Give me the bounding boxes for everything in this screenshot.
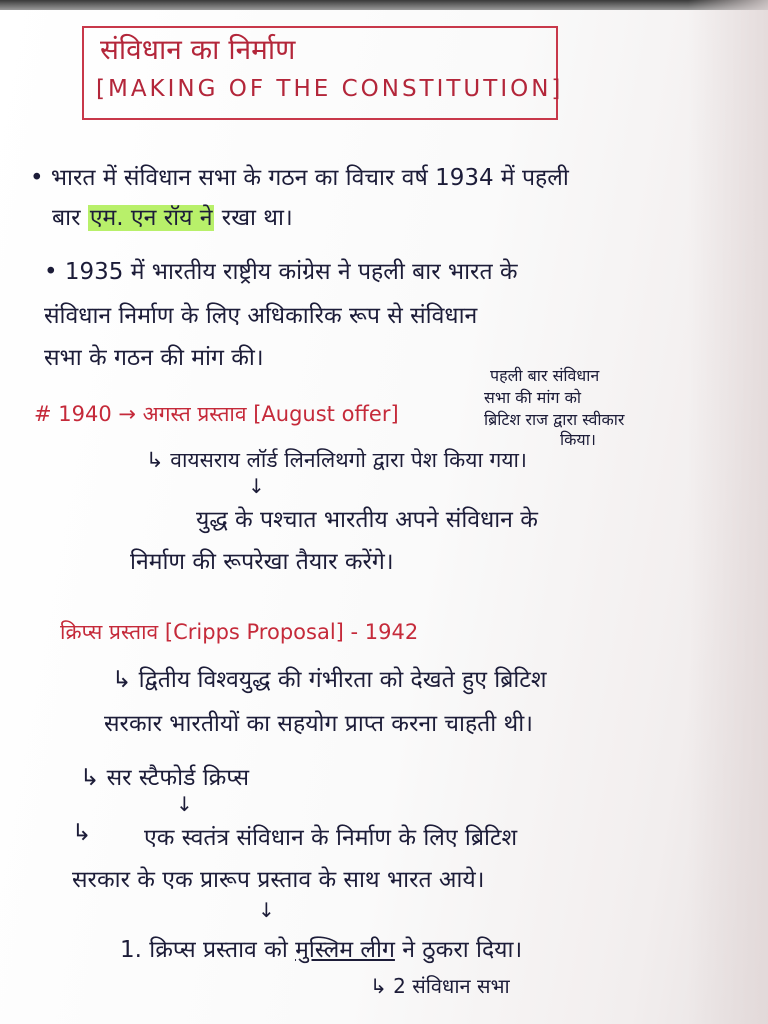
cripps-line6-underlined: मुस्लिम लीग bbox=[295, 937, 395, 963]
p2-line3: सभा के गठन की मांग की। bbox=[44, 345, 264, 371]
cripps-line4-arrow: ↳ bbox=[72, 820, 92, 846]
cripps-line4: एक स्वतंत्र संविधान के निर्माण के लिए ब्रिटिश bbox=[144, 825, 518, 851]
aug-note-2: सभा की मांग को bbox=[484, 388, 582, 407]
page-top-edge bbox=[0, 0, 768, 10]
cripps-line3: ↳ सर स्टैफोर्ड क्रिप्स bbox=[80, 765, 250, 791]
p1-line2 bbox=[52, 200, 293, 232]
p1-line2-pre: बार bbox=[52, 205, 81, 231]
cripps-line1: ↳ द्वितीय विश्वयुद्ध की गंभीरता को देखते हुए ब्रिटिश bbox=[112, 667, 547, 693]
p1-line1: • भारत में संविधान सभा के गठन का विचार वर्ष 1934 में पहली bbox=[30, 165, 569, 191]
aug-note-4: किया। bbox=[560, 430, 596, 449]
aug-line2: निर्माण की रूपरेखा तैयार करेंगे। bbox=[130, 549, 394, 575]
aug-note-3: ब्रिटिश राज द्वारा स्वीकार bbox=[484, 410, 625, 429]
p2-line2: संविधान निर्माण के लिए अधिकारिक रूप से संविधान bbox=[44, 303, 478, 329]
cripps-line6-post: ने ठुकरा दिया। bbox=[402, 937, 523, 963]
cripps-line6-pre: 1. क्रिप्स प्रस्ताव को bbox=[120, 937, 288, 963]
cripps-line5: सरकार के एक प्रारूप प्रस्ताव के साथ भारत आये। bbox=[72, 867, 485, 893]
cripps-line7: ↳ 2 संविधान सभा bbox=[370, 974, 510, 998]
aug-note-1: पहली बार संविधान bbox=[490, 366, 600, 385]
down-arrow-icon: ↓ bbox=[258, 898, 275, 922]
aug-line1: युद्ध के पश्चात भारतीय अपने संविधान के bbox=[196, 507, 538, 533]
cripps-line6 bbox=[120, 932, 522, 964]
highlighted-name: एम. एन रॉय ने bbox=[89, 205, 213, 231]
down-arrow-icon: ↓ bbox=[248, 474, 265, 498]
title-hindi: संविधान का निर्माण bbox=[100, 33, 296, 66]
page-edge-shadow bbox=[688, 0, 768, 1024]
down-arrow-icon: ↓ bbox=[176, 792, 193, 816]
aug-sub: ↳ वायसराय लॉर्ड लिनलिथगो द्वारा पेश किया गया। bbox=[146, 448, 527, 472]
p2-line1: • 1935 में भारतीय राष्ट्रीय कांग्रेस ने पहली बार भारत के bbox=[44, 259, 518, 285]
p1-line2-post: रखा था। bbox=[221, 205, 293, 231]
aug-heading: # 1940 → अगस्त प्रस्ताव [August offer] bbox=[34, 402, 399, 426]
cripps-heading: क्रिप्स प्रस्ताव [Cripps Proposal] - 1942 bbox=[60, 620, 419, 644]
cripps-line2: सरकार भारतीयों का सहयोग प्राप्त करना चाहती थी। bbox=[104, 711, 533, 737]
title-english: [MAKING OF THE CONSTITUTION] bbox=[96, 76, 564, 102]
